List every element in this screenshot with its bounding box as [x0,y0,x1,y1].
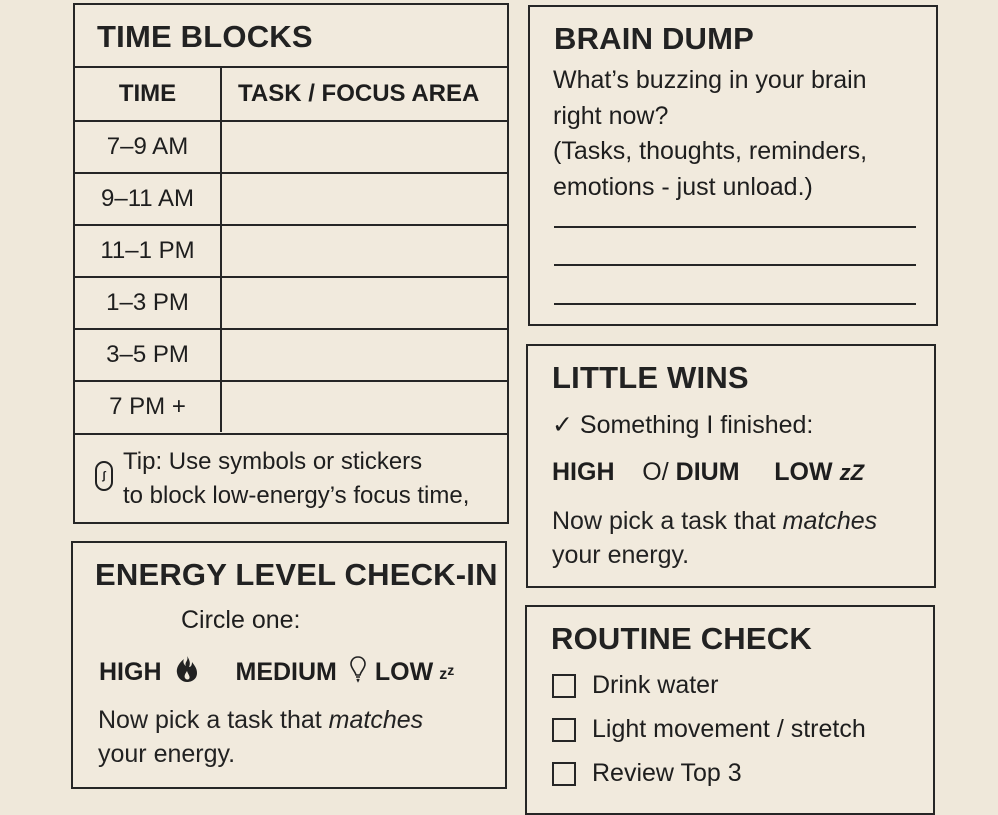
write-line[interactable] [554,226,916,228]
energy-option-medium[interactable]: MEDIUM [235,658,337,686]
checklist-item[interactable] [552,671,718,700]
tip-box [75,433,507,524]
checklist-label: Drink water [592,671,719,699]
energy-note [98,703,423,771]
task-cell[interactable] [222,226,507,276]
finished-label: Something I finished: [579,411,814,439]
checklist-label: Light movement / stretch [592,715,866,743]
time-blocks-table [75,66,507,432]
task-cell[interactable] [222,174,507,224]
little-wins-section [526,344,936,588]
level-low[interactable]: LOW [774,458,833,486]
task-cell[interactable] [222,330,507,380]
section-title: ROUTINE CHECK [551,621,812,656]
column-header-time: TIME [75,68,222,120]
lightbulb-icon [349,655,367,690]
task-cell[interactable] [222,278,507,328]
brain-dump-section [528,5,938,326]
table-row [75,276,507,328]
checkbox[interactable] [552,762,576,786]
checklist-label: Review Top 3 [592,759,742,787]
table-row [75,120,507,172]
prompt-line: right now? [553,101,669,130]
checklist-item[interactable] [552,715,866,744]
table-row [75,224,507,276]
time-cell: 11–1 PM [75,226,222,276]
sleep-zz-icon: zz [439,661,455,683]
checkbox[interactable] [552,674,576,698]
tip-line: Tip: Use symbols or stickers [123,448,423,475]
prompt-line: (Tasks, thoughts, reminders, [553,137,868,165]
time-cell: 7–9 AM [75,122,222,172]
prompt-line: emotions - just unload.) [553,172,813,201]
section-title: LITTLE WINS [552,360,749,395]
time-cell: 3–5 PM [75,330,222,380]
energy-checkin-section [71,541,507,789]
sticker-icon: ʃ [95,461,113,491]
flame-icon [174,655,200,690]
section-title: ENERGY LEVEL CHECK-IN [95,557,498,592]
table-row [75,328,507,380]
table-row [75,380,507,432]
tip-line: to block low-energy’s focus time, [123,482,470,509]
note-text: Now pick a task that [98,706,329,734]
level-high[interactable]: HIGH [552,458,615,486]
energy-level-options [99,655,454,690]
energy-option-low[interactable]: LOW [374,658,434,686]
energy-option-high[interactable]: HIGH [99,658,162,686]
table-header-row [75,66,507,120]
section-title: BRAIN DUMP [554,21,755,56]
table-row [75,172,507,224]
note-text: Now pick a task that [552,507,783,535]
wins-energy-levels [552,458,864,487]
time-cell: 9–11 AM [75,174,222,224]
level-medium-prefix: O/ [642,458,669,486]
sleep-zz-icon: zZ [839,460,865,485]
brain-dump-prompt [553,63,923,205]
time-cell: 1–3 PM [75,278,222,328]
time-blocks-section [73,3,509,524]
note-emphasis: matches [782,507,878,535]
note-emphasis: matches [328,706,424,734]
checkmark-icon: ✓ [552,411,573,439]
task-cell[interactable] [222,382,507,432]
level-medium[interactable]: DIUM [675,458,740,486]
instruction-text: Circle one: [181,606,301,634]
column-header-task: TASK / FOCUS AREA [238,80,480,107]
checkbox[interactable] [552,718,576,742]
finished-prompt [552,410,813,440]
write-line[interactable] [554,303,916,305]
write-line[interactable] [554,264,916,266]
routine-check-section [525,605,935,815]
task-cell[interactable] [222,122,507,172]
wins-note [552,504,877,572]
time-cell: 7 PM + [75,382,222,432]
checklist-item[interactable] [552,759,742,788]
section-title: TIME BLOCKS [97,19,313,54]
note-text: your energy. [98,740,236,768]
note-text: your energy. [552,541,690,569]
prompt-line: What’s buzzing in your brain [553,66,867,94]
tip-text [123,445,469,513]
